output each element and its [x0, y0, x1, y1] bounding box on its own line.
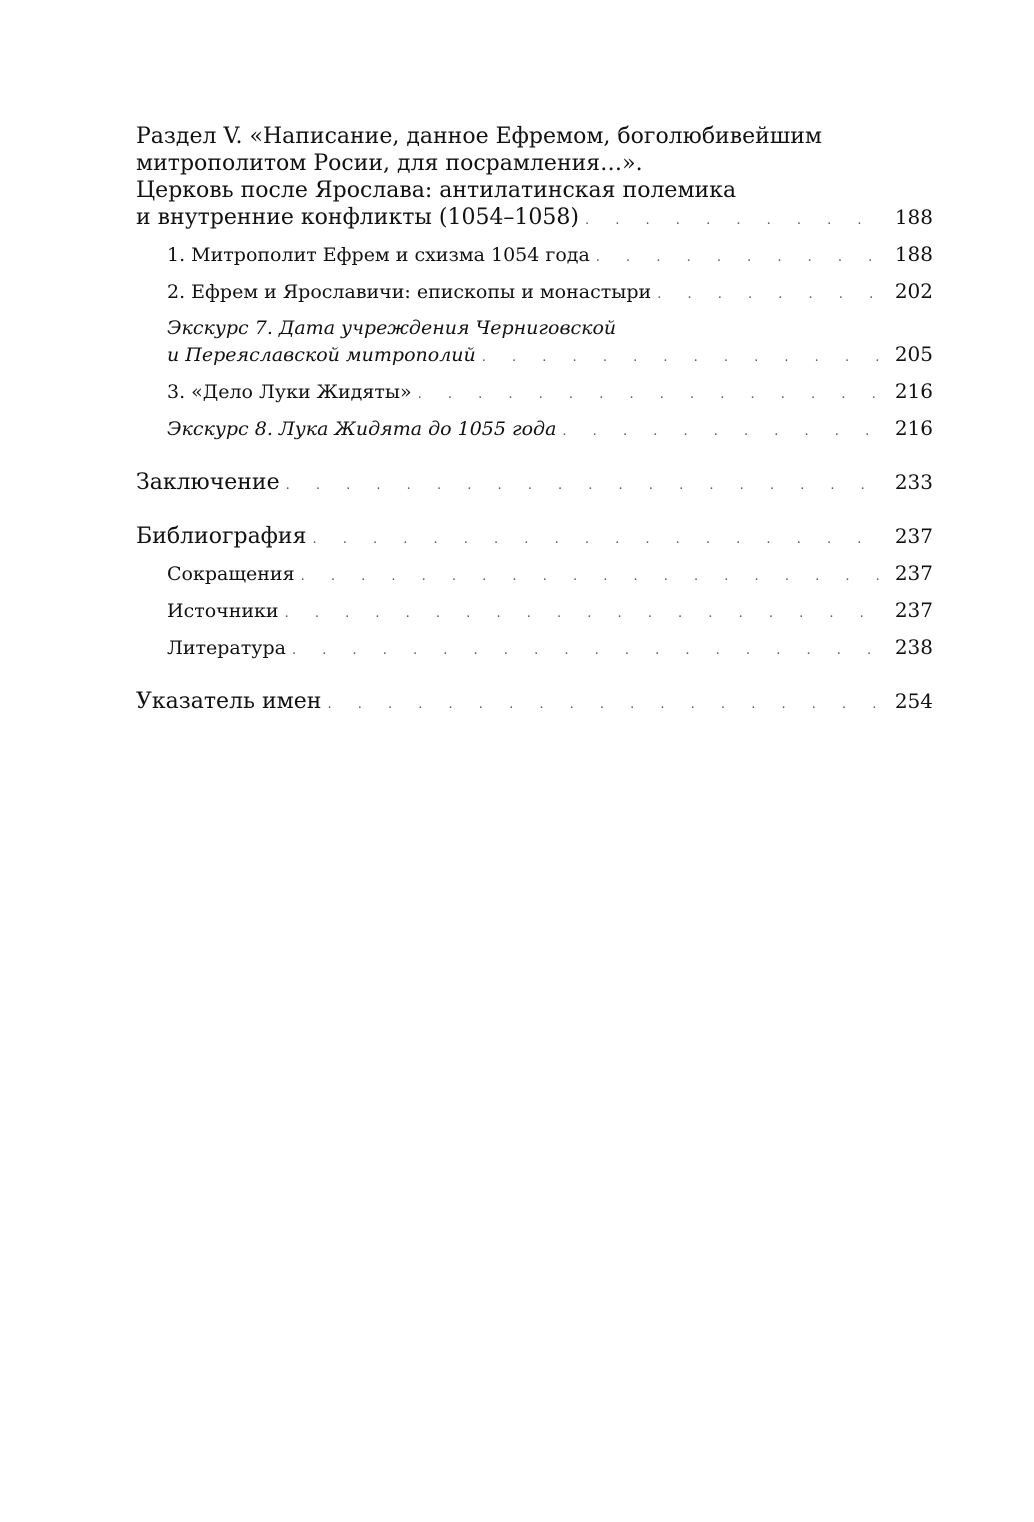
- toc-page-number: 216: [894, 416, 933, 440]
- toc-entry-excursus-8: [136, 415, 933, 445]
- toc-entry-excursus-7: [136, 315, 933, 371]
- toc-page-number: 202: [894, 279, 933, 303]
- toc-entry-title: Источники: [167, 600, 279, 622]
- dot-leader: [482, 345, 887, 371]
- toc-entry-last-line: [167, 634, 933, 664]
- toc-entry-section-5: [136, 123, 933, 234]
- toc-entry-last-line: [167, 597, 933, 627]
- toc-entry-title-line: и Переяславской митрополий: [167, 344, 476, 366]
- toc-entry-item-1: [136, 241, 933, 271]
- toc-page-number: 237: [894, 524, 933, 548]
- toc-entry-title: Указатель имен: [136, 689, 322, 714]
- dot-leader: [301, 564, 887, 590]
- toc-entry-title: 2. Ефрем и Ярославичи: епископы и монастыри: [167, 281, 652, 303]
- toc-page-number: 188: [894, 242, 933, 266]
- toc-entry-title-line: Экскурс 7. Дата учреждения Черниговской: [167, 317, 617, 339]
- toc-entry-literature: [136, 634, 933, 664]
- dot-leader: [596, 245, 887, 271]
- toc-page-number: 238: [894, 635, 933, 659]
- dot-leader: [286, 472, 887, 499]
- toc-page-number: 188: [894, 205, 933, 229]
- toc-entry-title: Сокращения: [167, 563, 295, 585]
- toc-entry-last-line: [167, 241, 933, 271]
- toc-page-number: 216: [894, 379, 933, 403]
- toc-entry-title: Литература: [167, 637, 286, 659]
- toc-entry-title: 1. Митрополит Ефрем и схизма 1054 года: [167, 244, 590, 266]
- toc-entry-title-line: Церковь после Ярослава: антилатинская полемика: [136, 178, 737, 203]
- toc-entry-abbreviations: [136, 560, 933, 590]
- toc-entry-title: Экскурс 8. Лука Жидята до 1055 года: [167, 418, 557, 440]
- toc-page-number: 254: [894, 689, 933, 713]
- dot-leader: [312, 526, 886, 553]
- dot-leader: [562, 419, 886, 445]
- toc-entry-title: Заключение: [136, 470, 280, 495]
- toc-entry-last-line: [136, 523, 933, 553]
- toc-entry-title-line: и внутренние конфликты (1054–1058): [136, 205, 580, 230]
- table-of-contents: [136, 123, 933, 718]
- toc-page-number: 237: [894, 561, 933, 585]
- toc-entry-title-line: митрополитом Росии, для посрамления…».: [136, 151, 643, 176]
- dot-leader: [418, 382, 887, 408]
- toc-entry-item-2: [136, 278, 933, 308]
- toc-entry-last-line: [136, 469, 933, 499]
- toc-entry-last-line: [167, 378, 933, 408]
- toc-entry-sources: [136, 597, 933, 627]
- dot-leader: [657, 282, 887, 308]
- dot-leader: [292, 638, 887, 664]
- dot-leader: [327, 691, 886, 718]
- dot-leader: [285, 601, 887, 627]
- toc-page-number: 233: [894, 470, 933, 494]
- toc-entry-last-line: [167, 278, 933, 308]
- toc-entry-title-line: Раздел V. «Написание, данное Ефремом, боголюбивейшим: [136, 124, 823, 149]
- toc-entry-last-line: [167, 560, 933, 590]
- toc-page-number: 237: [894, 598, 933, 622]
- toc-entry-last-line: [167, 415, 933, 445]
- toc-entry-last-line: [167, 341, 933, 371]
- toc-entry-name-index: [136, 688, 933, 718]
- toc-entry-bibliography: [136, 523, 933, 553]
- toc-entry-conclusion: [136, 469, 933, 499]
- toc-entry-last-line: [136, 204, 933, 234]
- toc-page-number: 205: [894, 342, 933, 366]
- toc-entry-item-3: [136, 378, 933, 408]
- toc-entry-title: 3. «Дело Луки Жидяты»: [167, 381, 412, 403]
- toc-entry-last-line: [136, 688, 933, 718]
- dot-leader: [585, 207, 887, 234]
- toc-entry-title: Библиография: [136, 524, 307, 549]
